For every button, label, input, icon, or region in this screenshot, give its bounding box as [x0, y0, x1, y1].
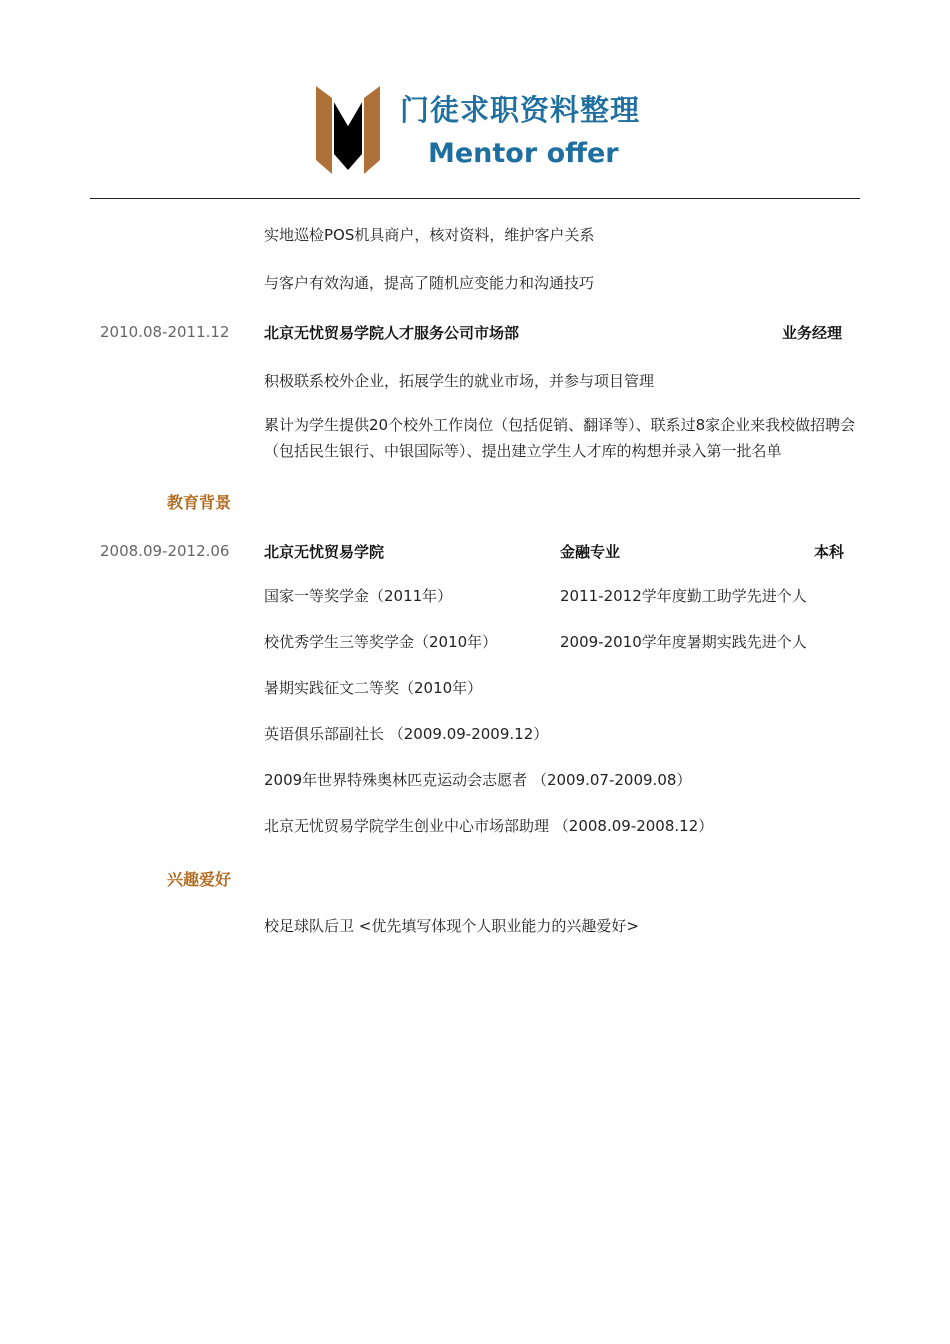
brand-title-cn: 门徒求职资料整理 — [400, 93, 641, 127]
mentor-logo-icon — [314, 84, 382, 174]
education-school: 北京无忧贸易学院 — [264, 543, 385, 561]
experience-item: 累计为学生提供20个校外工作岗位（包括促销、翻译等）、联系过8家企业来我校做招聘会（包括民生银行、中银国际等）、提出建立学生人才库的构想并录入第一批名单 — [264, 416, 856, 460]
experience-period: 2010.08-2011.12 — [100, 323, 230, 341]
honor-item: 2011-2012学年度勤工助学先进个人 — [560, 587, 807, 605]
section-title-interests: 兴趣爱好 — [167, 870, 232, 889]
experience-org: 北京无忧贸易学院人才服务公司市场部 — [264, 324, 520, 342]
header-divider — [90, 198, 860, 199]
honor-item: 校优秀学生三等奖学金（2010年） — [264, 633, 498, 651]
experience-role: 业务经理 — [782, 324, 843, 342]
education-degree: 本科 — [814, 543, 845, 561]
page-header — [0, 0, 950, 200]
experience-item: 实地巡检POS机具商户，核对资料，维护客户关系 — [264, 226, 595, 244]
honor-item: 国家一等奖学金（2011年） — [264, 587, 453, 605]
education-period: 2008.09-2012.06 — [100, 542, 230, 560]
interests-text: 校足球队后卫 <优先填写体现个人职业能力的兴趣爱好> — [264, 917, 639, 935]
honor-item: 英语俱乐部副社长 （2009.09-2009.12） — [264, 725, 549, 743]
education-major: 金融专业 — [560, 543, 621, 561]
honor-item: 2009年世界特殊奥林匹克运动会志愿者 （2009.07-2009.08） — [264, 771, 692, 789]
experience-item: 与客户有效沟通，提高了随机应变能力和沟通技巧 — [264, 274, 595, 292]
honor-item: 暑期实践征文二等奖（2010年） — [264, 679, 483, 697]
experience-item: 积极联系校外企业，拓展学生的就业市场，并参与项目管理 — [264, 372, 655, 390]
section-title-education: 教育背景 — [167, 493, 232, 512]
brand-title-en: Mentor offer — [428, 138, 619, 169]
honor-item: 2009-2010学年度暑期实践先进个人 — [560, 633, 807, 651]
honor-item: 北京无忧贸易学院学生创业中心市场部助理 （2008.09-2008.12） — [264, 817, 714, 835]
